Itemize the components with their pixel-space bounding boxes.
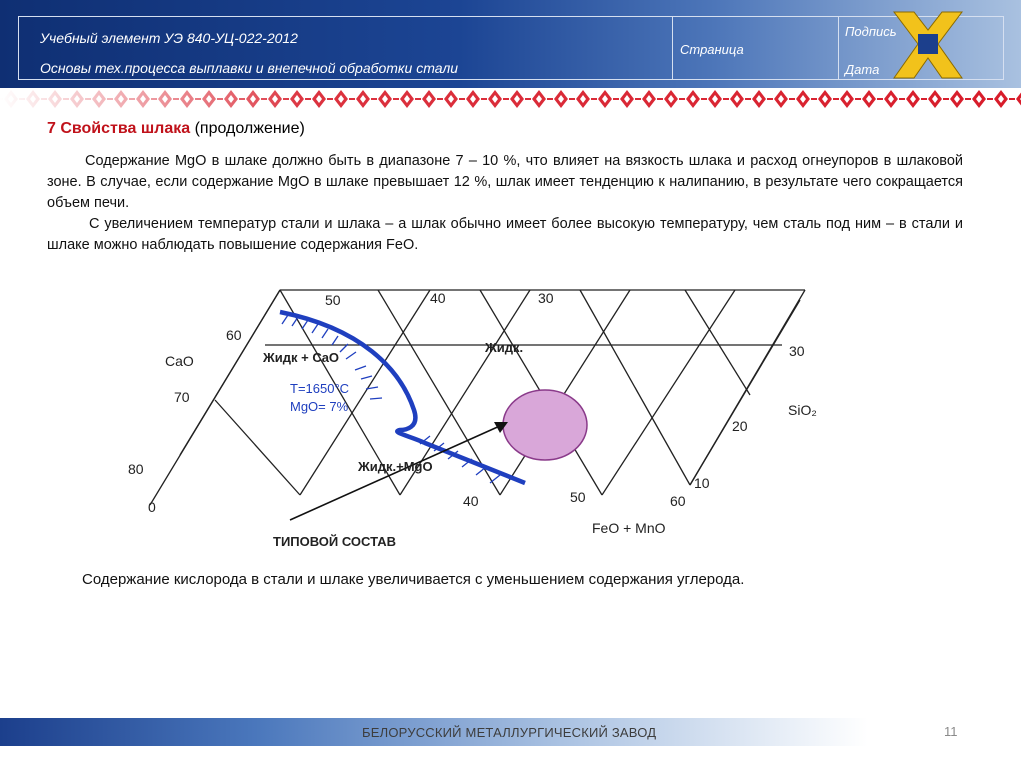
region-liquid: Жидк. — [485, 340, 524, 355]
right-tick: 10 — [694, 475, 710, 491]
date-field-label: Дата — [845, 62, 880, 77]
oxygen-caption: Содержание кислорода в стали и шлаке увеличивается с уменьшением содержания углерода. — [82, 571, 745, 588]
typical-composition-area — [503, 390, 587, 460]
region-liquid-mgo: Жидк.+MgO — [358, 459, 433, 474]
bottom-tick: 40 — [463, 493, 479, 509]
section-title — [47, 120, 305, 138]
page-number: 11 — [944, 724, 958, 739]
top-tick: 40 — [430, 290, 446, 306]
sign-field-label: Подпись — [845, 24, 897, 39]
ternary-diagram — [110, 270, 830, 560]
left-tick: 0 — [148, 499, 156, 515]
paragraph-feo: С увеличением температур стали и шлака – а шлак обычно имеет более высокую температуру, чем сталь под ним – в стали и шлаке можно наблюдать повышение содержания FeO. — [47, 216, 963, 253]
region-liquid-cao: Жидк + CaO — [263, 350, 340, 365]
header-divider — [672, 16, 673, 80]
left-tick: 60 — [226, 327, 242, 343]
diagram-grid — [150, 290, 805, 505]
section-suffix: (продолжение) — [190, 120, 305, 137]
header-banner — [0, 0, 1021, 88]
company-logo-icon — [888, 8, 968, 82]
liquidus-boundary — [280, 312, 525, 483]
course-title: Основы тех.процесса выплавки и внепечной обработки стали — [40, 60, 459, 76]
ornament-strip — [0, 88, 1021, 110]
diagram-drawing — [110, 270, 830, 560]
condition-temperature: T=1650°C — [290, 381, 350, 396]
right-tick: 30 — [789, 343, 805, 359]
left-tick: 70 — [174, 389, 190, 405]
page-field-label: Страница — [680, 42, 744, 57]
typical-composition-label: ТИПОВОЙ СОСТАВ — [273, 534, 397, 549]
element-label: Учебный элемент УЭ 840-УЦ-022-2012 — [40, 30, 298, 46]
left-tick: 80 — [128, 461, 144, 477]
paragraph-mgo: Содержание MgO в шлаке должно быть в диапазоне 7 – 10 %, что влияет на вязкость шлака и расход огнеупоров в шлаковой зоне. В случае, если содержание MgO в шлаке превышает 12 %, шлак имеет тенденцию к налипанию, в результате чего сокращается объем печи. — [47, 153, 963, 211]
bottom-tick: 60 — [670, 493, 686, 509]
bottom-tick: 50 — [570, 489, 586, 505]
header-divider — [838, 16, 839, 80]
top-tick: 30 — [538, 290, 554, 306]
feo-axis-label: FeO + MnO — [592, 520, 666, 536]
cao-axis-label: CaO — [165, 353, 194, 369]
right-tick: 20 — [732, 418, 748, 434]
condition-mgo: MgO= 7% — [290, 399, 349, 414]
top-tick: 50 — [325, 292, 341, 308]
sio2-axis-label: SiO₂ — [788, 402, 817, 418]
company-name: БЕЛОРУССКИЙ МЕТАЛЛУРГИЧЕСКИЙ ЗАВОД — [362, 725, 657, 740]
section-number: 7 Свойства шлака — [47, 120, 191, 137]
